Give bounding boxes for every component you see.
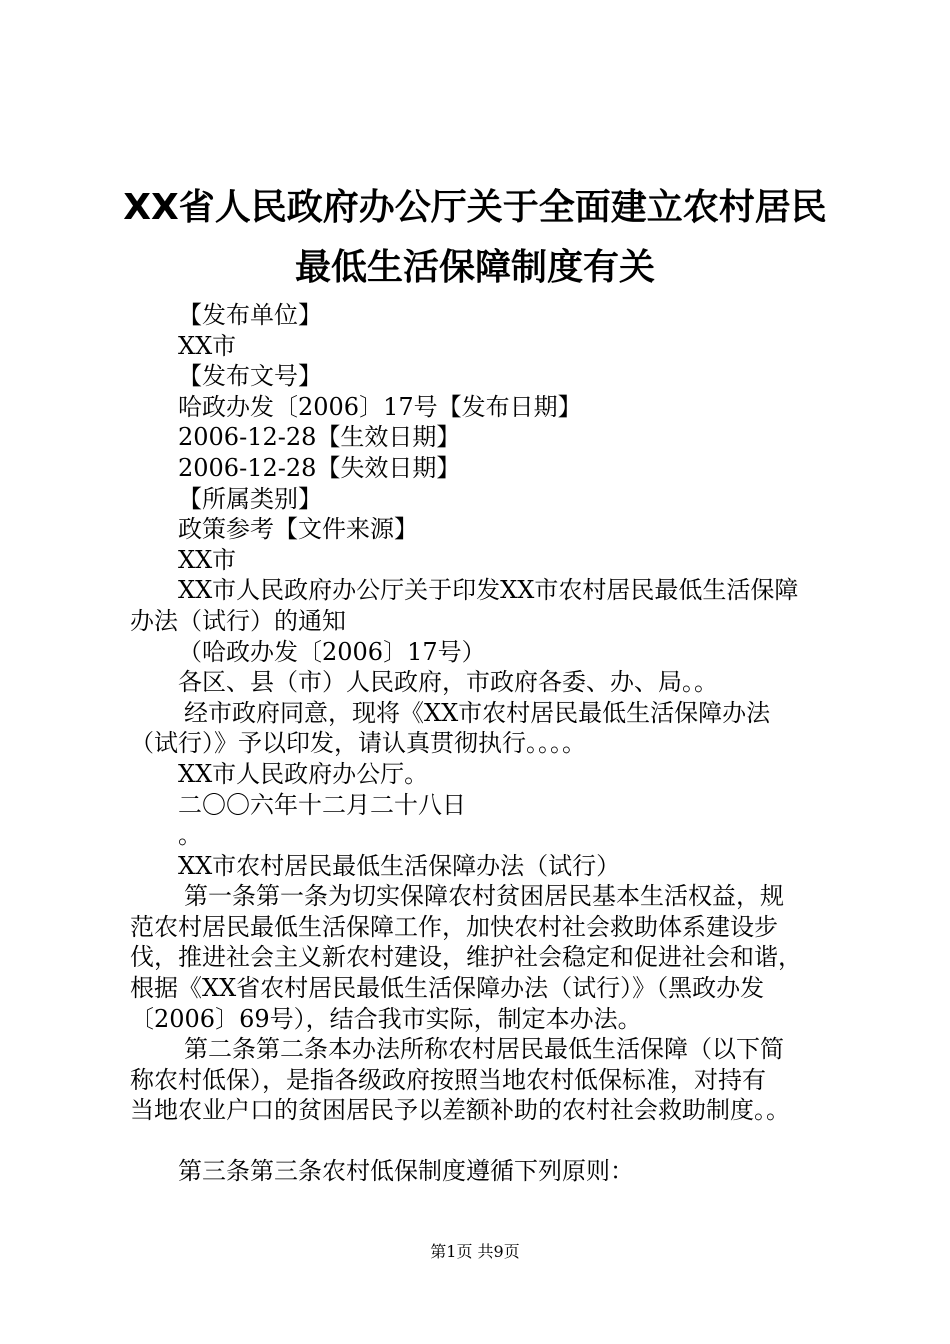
meta-value-publish-date: 2006-12-28【生效日期】 xyxy=(178,423,461,452)
meta-label-publisher: 【发布单位】 xyxy=(178,301,322,329)
notice-title-cont: 办法（试行）的通知 xyxy=(130,606,346,635)
meta-value-effective-date: 2006-12-28【失效日期】 xyxy=(178,453,461,482)
meta-value-category: 政策参考【文件来源】 xyxy=(178,515,418,544)
meta-label-doc-number: 【发布文号】 xyxy=(178,362,322,391)
document-title-line-1: XX省人民政府办公厅关于全面建立农村居民 xyxy=(123,187,827,228)
article-1-line-5: 〔2006〕69号），结合我市实际，制定本办法。 xyxy=(130,1004,642,1033)
measures-title: XX市农村居民最低生活保障办法（试行） xyxy=(178,851,621,880)
meta-value-doc-number: 哈政办发〔2006〕17号【发布日期】 xyxy=(178,392,582,421)
article-2-line-1: 第二条第二条本办法所称农村居民最低生活保障（以下简 xyxy=(184,1035,784,1064)
notice-body-cont: （试行）》予以印发，请认真贯彻执行。。。。 xyxy=(130,729,586,758)
article-1-line-4: 根据《XX省农村居民最低生活保障办法（试行）》（黑政办发 xyxy=(130,974,765,1003)
meta-label-category: 【所属类别】 xyxy=(178,484,322,513)
meta-value-publisher: XX市 xyxy=(178,331,237,360)
article-2-line-2: 称农村低保），是指各级政府按照当地农村低保标准，对持有 xyxy=(130,1065,766,1094)
meta-value-source: XX市 xyxy=(178,545,237,574)
document-body xyxy=(130,300,830,1187)
notice-title: XX市人民政府办公厅关于印发XX市农村居民最低生活保障 xyxy=(178,576,799,605)
notice-body: 经市政府同意，现将《XX市农村居民最低生活保障办法 xyxy=(184,698,771,727)
page-footer: 第1页 共9页 xyxy=(430,1242,520,1261)
article-1-line-1: 第一条第一条为切实保障农村贫困居民基本生活权益，规 xyxy=(184,882,784,911)
notice-recipients: 各区、县（市）人民政府，市政府各委、办、局。。 xyxy=(178,668,718,697)
notice-number: （哈政办发〔2006〕17号） xyxy=(178,637,486,666)
notice-issuer: XX市人民政府办公厅。 xyxy=(178,759,429,788)
notice-date: 二〇〇六年十二月二十八日 xyxy=(178,790,466,819)
article-2-line-3: 当地农业户口的贫困居民予以差额补助的农村社会救助制度。。 xyxy=(130,1096,790,1125)
article-1-line-2: 范农村居民最低生活保障工作，加快农村社会救助体系建设步 xyxy=(130,912,778,941)
paragraph-gap xyxy=(130,1126,830,1156)
article-3-line-1: 第三条第三条农村低保制度遵循下列原则： xyxy=(178,1157,634,1186)
article-1-line-3: 伐，推进社会主义新农村建设，维护社会稳定和促进社会和谐， xyxy=(130,943,802,972)
notice-end-mark: 。 xyxy=(178,821,202,850)
document-title-line-2: 最低生活保障制度有关 xyxy=(294,247,655,288)
